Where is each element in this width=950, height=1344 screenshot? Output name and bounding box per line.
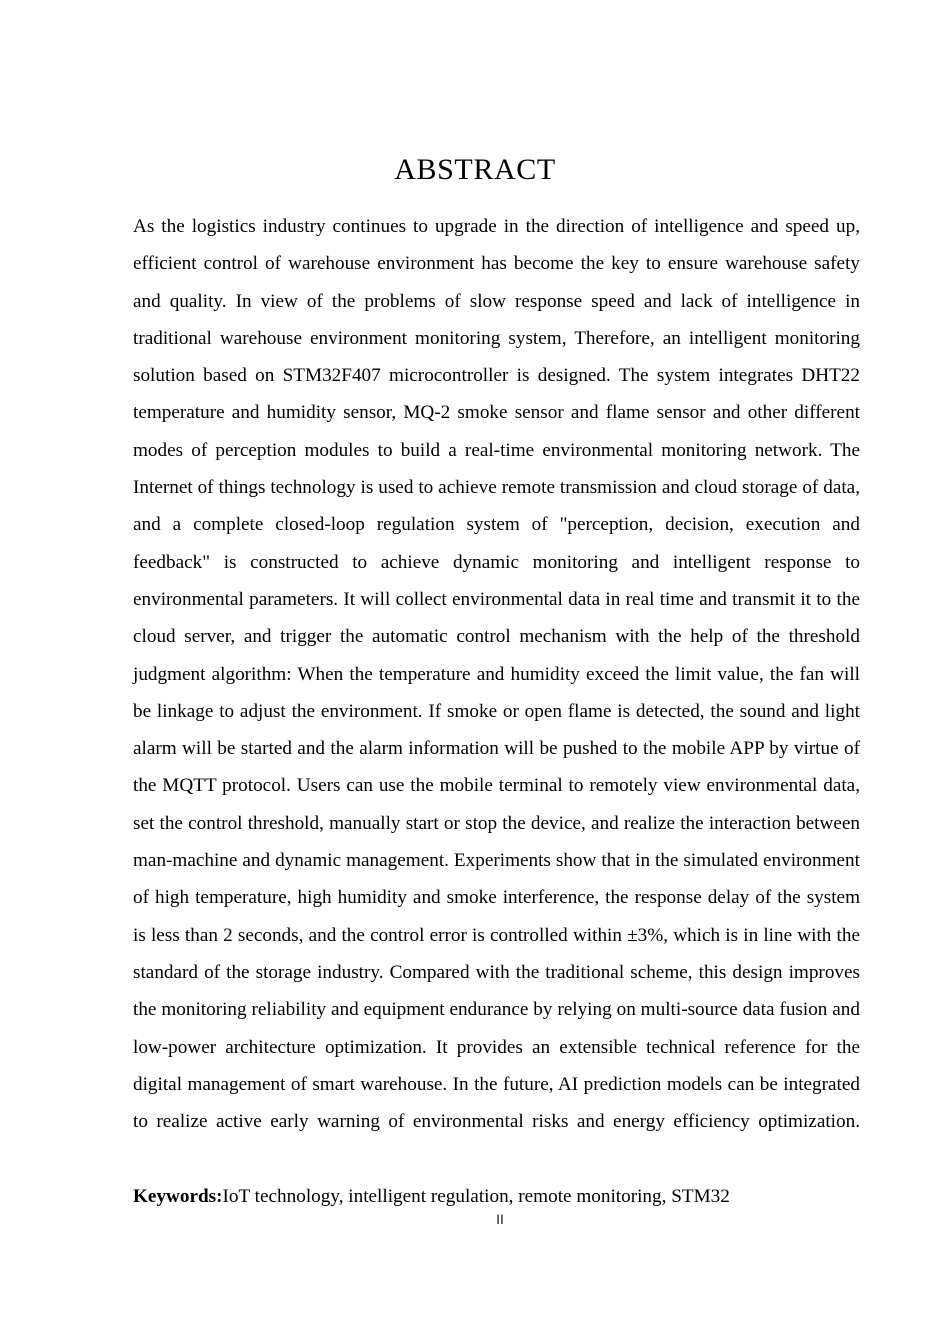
abstract-paragraph: As the logistics industry continues to upgrade in the direction of intelligence and speed up, efficient control of warehouse environment has become the key to ensure warehouse safety and quality. In view of the problems of slow response speed and lack of intelligence in traditional warehouse environment monitoring system, Therefore, an intelligent monitoring solution based on STM32F407 microcontroller is designed. The system integrates DHT22 temperature and humidity sensor, MQ-2 smoke sensor and flame sensor and other different modes of perception modules to build a real-time environmental monitoring network. The Internet of things technology is used to achieve remote transmission and cloud storage of data, and a complete closed-loop regulation system of "perception, decision, execution and feedback" is constructed to achieve dynamic monitoring and intelligent response to environmental parameters. It will collect environmental data in real time and transmit it to the cloud server, and trigger the automatic control mechanism with the help of the threshold judgment algorithm: When the temperature and humidity exceed the limit value, the fan will be linkage to adjust the environment. If smoke or open flame is detected, the sound and light alarm will be started and the alarm information will be pushed to the mobile APP by virtue of the MQTT protocol. Users can use the mobile terminal to remotely view environmental data, set the control threshold, manually start or stop the device, and realize the interaction between man-machine and dynamic management. Experiments show that in the simulated environment of high temperature, high humidity and smoke interference, the response delay of the system is less than 2 seconds, and the control error is controlled within ±3%, which is in line with the standard of the storage industry. Compared with the traditional scheme, this design improves the monitoring reliability and equipment endurance by relying on multi-source data fusion and low-power architecture optimization. It provides an extensible technical reference for the digital management of smart warehouse. In the future, AI prediction models can be integrated to realize active early warning of environmental risks and energy efficiency optimization. — [133, 216, 860, 1133]
page-title: ABSTRACT — [394, 153, 556, 186]
abstract-body-block — [133, 208, 860, 1215]
keywords-value: IoT technology, intelligent regulation, remote monitoring, STM32 — [222, 1185, 730, 1207]
keywords-separator: : — [216, 1185, 223, 1207]
keywords-label: Keywords — [133, 1185, 217, 1207]
page-number: II — [496, 1211, 504, 1227]
